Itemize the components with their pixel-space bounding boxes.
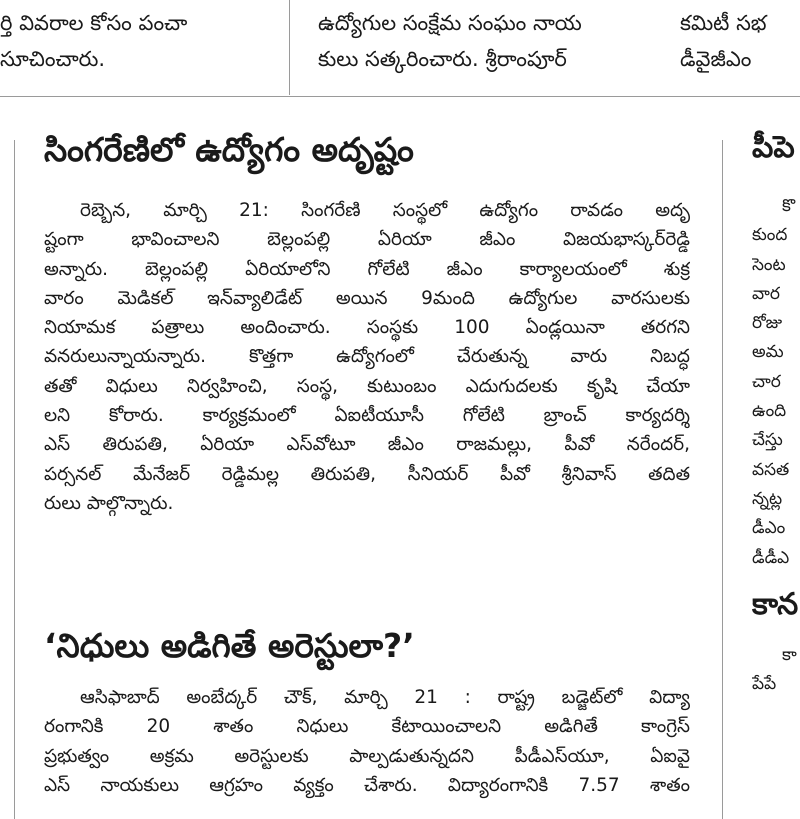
- right-line: కుంద: [752, 225, 788, 246]
- article2-headline: ‘నిధులు అడిగితే అరెస్టులా?’: [44, 626, 415, 665]
- right-line: కొ: [782, 196, 796, 216]
- top-col2-line: ఉద్యోగుల సంక్షేమ సంఘం నాయ: [318, 11, 582, 35]
- article2-body: [44, 683, 690, 800]
- right-line: చార: [752, 371, 781, 392]
- top-column-2: [318, 0, 666, 92]
- right-line: రోజు: [752, 313, 783, 334]
- top-divider: [0, 96, 800, 97]
- article1-line: తతో విధులు నిర్వహించి, సంస్థ, కుటుంబం ఎదుగుదలకు కృషి చేయా: [44, 375, 690, 397]
- top-col3-line: డీవైజీఎం: [680, 47, 752, 71]
- article1-line: రెబ్బెన, మార్చి 21: సింగరేణి సంస్థలో ఉద్యోగం రావడం అదృ: [80, 200, 690, 221]
- column-divider: [289, 0, 290, 95]
- right-line: కా: [782, 644, 797, 665]
- article1-line: ఎస్ తిరుపతి, ఏరియా ఎస్‌వోటూ జీఎం రాజమల్లు, పీవో నరేందర్,: [44, 434, 690, 456]
- right-line: పేపే: [752, 674, 777, 695]
- right-line: డీఎం: [752, 518, 786, 539]
- right-line: సెంట: [752, 254, 786, 275]
- article2-line: ప్రభుత్వం అక్రమ అరెస్టులకు పాల్పడుతున్నదని పీడీఎస్‌యూ, ఏఐవై: [44, 745, 690, 767]
- article2-line: ఆసిఫాబాద్ అంబేద్కర్ చౌక్, మార్చి 21 : రాష్ట్ర బడ్జెట్‌లో విద్యా: [80, 687, 690, 708]
- article1-line: వారం మెడికల్ ఇన్‌వ్యాలిడేట్ అయిన 9మంది ఉద్యోగుల వారసులకు: [44, 287, 690, 309]
- article1-line: అన్నారు. బెల్లంపల్లి ఏరియాలోని గోలేటి జీఎం కార్యాలయంలో శుక్ర: [44, 258, 690, 280]
- article1-line: వనరులున్నాయన్నారు. కొత్తగా ఉద్యోగంలో చేరుతున్న వారు నిబద్ధ: [44, 346, 690, 368]
- right-headline-1: పీపె: [752, 130, 795, 165]
- article1-line: లని కోరారు. కార్యక్రమంలో ఏఐటీయూసీ గోలేటి బ్రాంచ్ కార్యదర్శి: [44, 405, 690, 427]
- right-line: వార: [752, 283, 780, 304]
- top-column-3: [680, 0, 800, 92]
- top-column-1: [0, 0, 262, 92]
- article1-line: ష్టంగా భావించాలని బెల్లంపల్లి ఏరియా జీఎం విజయభాస్కర్‌రెడ్డి: [44, 229, 690, 251]
- article1-body: [44, 196, 690, 518]
- article1-line: రులు పాల్గొన్నారు.: [44, 492, 174, 514]
- right-line: ఉంది: [752, 401, 787, 422]
- top-col2-line: కులు సత్కరించారు. శ్రీరాంపూర్: [318, 47, 567, 71]
- top-col3-line: కమిటీ సభ: [680, 11, 767, 35]
- article2-line: రంగానికి 20 శాతం నిధులు కేటాయించాలని అడిగితే కాంగ్రెస్: [44, 716, 690, 738]
- article1-headline: సింగరేణిలో ఉద్యోగం అదృష్టం: [44, 130, 414, 169]
- left-column-rule: [14, 140, 15, 819]
- right-line: చేస్తు: [752, 430, 783, 451]
- article2-line: ఎస్ నాయకులు ఆగ్రహం వ్యక్తం చేశారు. విద్యారంగానికి 7.57 శాతం: [44, 774, 690, 796]
- right-column-rule: [722, 140, 723, 819]
- article1-line: నియామక పత్రాలు అందించారు. సంస్థకు 100 ఏండ్లయినా తరగని: [44, 317, 690, 339]
- top-col1-line: ర్తి వివరాల కోసం పంచా: [0, 11, 188, 35]
- right-line: వసత: [752, 459, 790, 480]
- right-line: డీడీఎ: [752, 547, 790, 568]
- right-headline-2: కాన: [752, 586, 799, 622]
- top-col1-line: సూచించారు.: [0, 47, 106, 71]
- right-line: న్నట్ల: [752, 488, 783, 509]
- right-line: అమ: [752, 342, 784, 363]
- right-column: [752, 130, 800, 819]
- article1-line: పర్సనల్ మేనేజర్ రెడ్డిమల్ల తిరుపతి, సీనియర్ పీవో శ్రీనివాస్ తదిత: [44, 463, 690, 485]
